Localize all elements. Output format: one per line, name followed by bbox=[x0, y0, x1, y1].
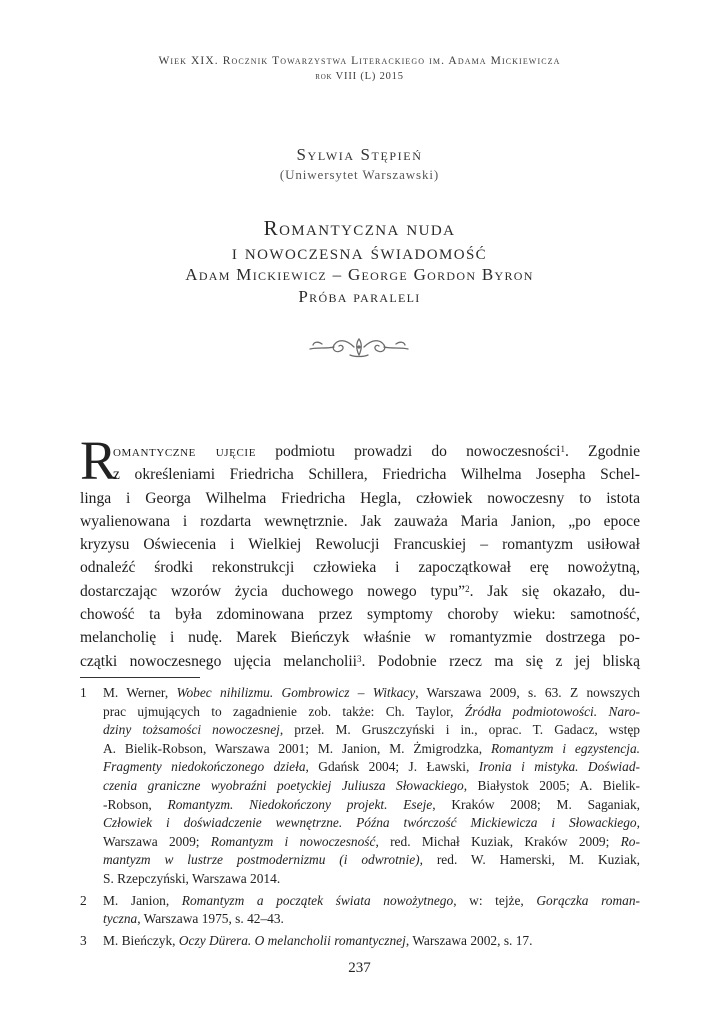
article-title bbox=[0, 216, 719, 308]
body-line: melancholię i nudę. Marek Bieńczyk właśnie w romantyzmie dostrzega po- bbox=[80, 629, 640, 647]
footnote-number: 1 bbox=[80, 685, 87, 700]
running-head bbox=[0, 54, 719, 84]
footnote-line: czenia graniczne wyobraźni poetyckiej Juliusza Słowackiego, Białystok 2005; A. Bielik- bbox=[103, 777, 640, 793]
fleuron-ornament-icon bbox=[304, 335, 414, 359]
footnote-line: Człowiek i doświadczenie wewnętrzne. Późna twórczość Mickiewicza i Słowackiego, bbox=[103, 815, 640, 831]
drop-cap: R bbox=[80, 430, 117, 491]
footnote-line: Warszawa 2009; Romantyzm i nowoczesność, red. Michał Kuziak, Kraków 2009; Ro- bbox=[103, 833, 640, 849]
lead-in-smallcaps: omantyczne ujęcie bbox=[113, 443, 257, 460]
footnote-line: mantyzm w lustrze postmodernizmu (i odwrotnie), red. W. Hamerski, M. Kuziak, bbox=[103, 852, 640, 868]
footnote-1 bbox=[80, 684, 640, 889]
main-paragraph bbox=[80, 440, 640, 673]
footnote-line: S. Rzepczyński, Warszawa 2014. bbox=[103, 870, 281, 886]
footnote-line: M. Werner, Wobec nihilizmu. Gombrowicz – Witkacy, Warszawa 2009, s. 63. Z nowszych bbox=[103, 685, 640, 700]
journal-volume: rok VIII (L) 2015 bbox=[315, 71, 404, 82]
body-line: odnaleźć środki rekonstrukcji człowieka i zapoczątkował erę nowożytną, bbox=[80, 559, 640, 577]
footnote-line: dziny tożsamości nowoczesnej, przeł. M. Gruszczyński i in., oprac. T. Gadacz, wstęp bbox=[103, 722, 640, 738]
subtitle-line-2: Próba paraleli bbox=[298, 287, 421, 306]
subtitle-line-1: Adam Mickiewicz – George Gordon Byron bbox=[185, 265, 534, 284]
footnote-3 bbox=[80, 932, 640, 951]
title-line-2: i nowoczesna świadomość bbox=[231, 240, 488, 264]
body-line: z określeniami Friedricha Schillera, Friedricha Wilhelma Josepha Schel- bbox=[113, 466, 640, 484]
footnote-line: prac ujmujących to zagadnienie zob. także: Ch. Taylor, Źródła podmiotowości. Naro- bbox=[103, 703, 640, 719]
author-name: Sylwia Stępień bbox=[296, 145, 423, 164]
body-line: linga i Georga Wilhelma Friedricha Hegla, człowiek nowoczesny to istota bbox=[80, 489, 640, 507]
title-line-1: Romantyczna nuda bbox=[263, 216, 456, 240]
footnote-line: M. Janion, Romantyzm a początek świata nowożytnego, w: tejże, Gorączka roman- bbox=[103, 892, 641, 908]
body-line: kryzysu Oświecenia i Wielkiej Rewolucji Francuskiej – romantyzm usiłował bbox=[80, 536, 640, 554]
footnotes bbox=[80, 684, 640, 950]
footnote-separator bbox=[80, 677, 200, 678]
footnote-ref[interactable]: 3 bbox=[357, 653, 362, 664]
author-affiliation: (Uniwersytet Warszawski) bbox=[279, 167, 440, 182]
footnote-ref[interactable]: 2 bbox=[465, 583, 470, 594]
page-number: 237 bbox=[348, 960, 371, 976]
body-line: wyalienowana i rozdarta wewnętrznie. Jak zauważa Maria Janion, „po epoce bbox=[80, 512, 640, 530]
body-line: omantyczne ujęcie podmiotu prowadzi do nowoczesności$^1$. Zgodnie bbox=[113, 443, 641, 460]
body-line: chowość ta była zdominowana przez symptomy choroby wieku: samotność, bbox=[80, 606, 640, 624]
footnote-2 bbox=[80, 892, 640, 929]
footnote-line: -Robson, Romantyzm. Niedokończony projekt. Eseje, Kraków 2008; M. Saganiak, bbox=[103, 796, 640, 812]
footnote-number: 3 bbox=[80, 932, 87, 948]
body-line: dostarczając wzorów życia duchowego nowego typu”$^2$. Jak się okazało, du- bbox=[80, 582, 640, 600]
footnote-ref[interactable]: 1 bbox=[560, 444, 565, 454]
footnote-number: 2 bbox=[80, 892, 87, 908]
footnote-line: Fragmenty niedokończonego dzieła, Gdańsk 2004; J. Ławski, Ironia i mistyka. Doświad- bbox=[103, 759, 640, 775]
footnote-line: A. Bielik-Robson, Warszawa 2001; M. Janion, M. Żmigrodzka, Romantyzm i egzystencja. bbox=[103, 740, 640, 756]
footnote-line: M. Bieńczyk, Oczy Dürera. O melancholii romantycznej, Warszawa 2002, s. 17. bbox=[103, 932, 533, 948]
body-line: czątki nowoczesnego ujęcia melancholii$^3$. Podobnie rzecz ma się z jej bliską bbox=[80, 652, 640, 670]
journal-title: Wiek XIX. Rocznik Towarzystwa Literackiego im. Adama Mickiewicza bbox=[158, 55, 561, 67]
footnote-line: tyczna, Warszawa 1975, s. 42–43. bbox=[103, 911, 284, 927]
